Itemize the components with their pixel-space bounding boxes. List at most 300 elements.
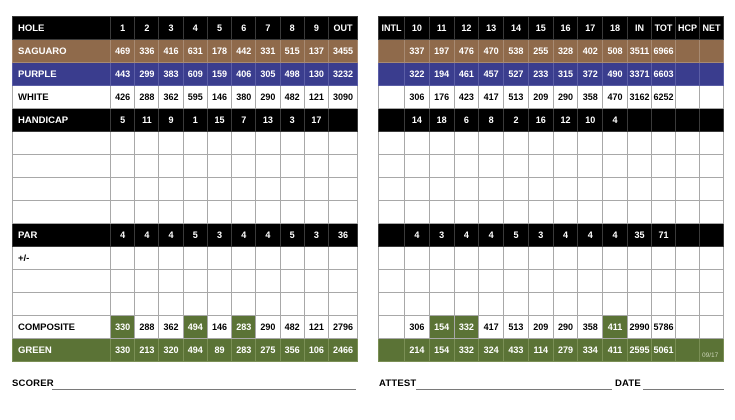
score-cell[interactable] (553, 178, 578, 201)
green-tee-row (13, 339, 358, 362)
yardage-cell: 279 (553, 339, 578, 362)
yardage-cell: 213 (135, 339, 159, 362)
score-cell[interactable] (553, 132, 578, 155)
score-cell[interactable] (553, 293, 578, 316)
yardage-cell: 12 (454, 17, 479, 40)
score-cell[interactable] (429, 132, 454, 155)
score-cell[interactable] (280, 155, 304, 178)
score-cell[interactable] (135, 155, 159, 178)
player-score-row (13, 155, 358, 178)
score-cell[interactable] (454, 293, 479, 316)
score-cell[interactable] (700, 247, 724, 270)
score-cell[interactable] (553, 270, 578, 293)
score-cell[interactable] (232, 270, 256, 293)
score-cell[interactable] (13, 178, 111, 201)
score-cell[interactable] (135, 293, 159, 316)
attest-line (416, 389, 612, 390)
yardage-cell: 6 (454, 109, 479, 132)
yardage-cell: 337 (405, 40, 430, 63)
score-cell[interactable] (429, 293, 454, 316)
yardage-cell: 6603 (652, 63, 676, 86)
yardage-cell: 10 (578, 109, 603, 132)
score-cell[interactable] (628, 201, 652, 224)
yardage-cell: 14 (504, 17, 529, 40)
yardage-cell (329, 109, 358, 132)
score-cell[interactable] (603, 132, 628, 155)
score-cell[interactable] (111, 247, 135, 270)
score-cell[interactable] (578, 201, 603, 224)
score-cell[interactable] (405, 178, 430, 201)
score-cell[interactable] (504, 247, 529, 270)
score-cell[interactable] (676, 247, 700, 270)
score-cell[interactable] (504, 270, 529, 293)
score-cell[interactable] (405, 132, 430, 155)
score-cell[interactable] (135, 201, 159, 224)
score-cell[interactable] (135, 270, 159, 293)
score-cell[interactable] (504, 132, 529, 155)
yardage-cell: 8 (280, 17, 304, 40)
score-cell[interactable] (504, 293, 529, 316)
yardage-cell: 508 (603, 40, 628, 63)
score-cell[interactable] (603, 155, 628, 178)
score-cell[interactable] (652, 155, 676, 178)
yardage-cell: 476 (454, 40, 479, 63)
row-label: SAGUARO (13, 40, 111, 63)
yardage-cell: 406 (232, 63, 256, 86)
par-row (379, 224, 724, 247)
yardage-cell: 380 (232, 86, 256, 109)
yardage-cell: 130 (304, 63, 328, 86)
player-score-row (379, 201, 724, 224)
score-cell[interactable] (603, 201, 628, 224)
yardage-cell: 498 (280, 63, 304, 86)
score-cell[interactable] (111, 293, 135, 316)
score-cell[interactable] (256, 270, 280, 293)
yardage-cell: 4 (479, 224, 504, 247)
score-cell[interactable] (256, 293, 280, 316)
row-label: PAR (13, 224, 111, 247)
yardage-cell: 442 (232, 40, 256, 63)
yardage-cell: 3162 (628, 86, 652, 109)
score-cell[interactable] (553, 247, 578, 270)
yardage-cell: 306 (405, 86, 430, 109)
score-cell[interactable] (13, 132, 111, 155)
yardage-cell: 13 (479, 17, 504, 40)
yardage-cell (676, 109, 700, 132)
score-cell[interactable] (13, 270, 111, 293)
score-cell[interactable] (280, 247, 304, 270)
score-cell[interactable] (676, 201, 700, 224)
score-cell[interactable] (207, 178, 231, 201)
score-cell[interactable] (232, 178, 256, 201)
score-cell[interactable] (207, 155, 231, 178)
yardage-cell: 631 (183, 40, 207, 63)
yardage-cell: 362 (159, 316, 183, 339)
yardage-cell (379, 224, 405, 247)
yardage-cell: 513 (504, 316, 529, 339)
score-cell[interactable] (232, 293, 256, 316)
yardage-cell: 5 (183, 224, 207, 247)
yardage-cell (676, 40, 700, 63)
score-cell[interactable] (454, 270, 479, 293)
yardage-cell (379, 316, 405, 339)
yardage-cell: 3455 (329, 40, 358, 63)
yardage-cell (379, 63, 405, 86)
score-cell[interactable] (528, 270, 553, 293)
player-score-row (13, 293, 358, 316)
score-cell[interactable] (652, 201, 676, 224)
white-tee-row (379, 86, 724, 109)
yardage-cell: 18 (603, 17, 628, 40)
yardage-cell: 417 (479, 86, 504, 109)
yardage-cell: 469 (111, 40, 135, 63)
score-cell[interactable] (578, 132, 603, 155)
yardage-cell: 214 (405, 339, 430, 362)
score-cell[interactable] (256, 132, 280, 155)
score-cell[interactable] (379, 270, 405, 293)
yardage-cell: 356 (280, 339, 304, 362)
yardage-cell: 137 (304, 40, 328, 63)
yardage-cell: 18 (429, 109, 454, 132)
score-cell[interactable] (159, 201, 183, 224)
yardage-cell: 2990 (628, 316, 652, 339)
score-cell[interactable] (504, 201, 529, 224)
yardage-cell: 4 (135, 224, 159, 247)
yardage-cell (700, 316, 724, 339)
score-cell[interactable] (479, 155, 504, 178)
score-cell[interactable] (700, 270, 724, 293)
score-cell[interactable] (578, 270, 603, 293)
score-cell[interactable] (628, 293, 652, 316)
score-cell[interactable] (405, 201, 430, 224)
score-cell[interactable] (429, 201, 454, 224)
purple-tee-row (13, 63, 358, 86)
yardage-cell: 423 (454, 86, 479, 109)
yardage-cell: 362 (159, 86, 183, 109)
score-cell[interactable] (429, 270, 454, 293)
score-cell[interactable] (652, 247, 676, 270)
score-cell[interactable] (603, 247, 628, 270)
score-cell[interactable] (329, 155, 358, 178)
score-cell[interactable] (479, 201, 504, 224)
score-cell[interactable] (329, 178, 358, 201)
score-cell[interactable] (280, 270, 304, 293)
score-cell[interactable] (454, 201, 479, 224)
score-cell[interactable] (159, 247, 183, 270)
score-cell[interactable] (553, 155, 578, 178)
yardage-cell (379, 339, 405, 362)
score-cell[interactable] (232, 201, 256, 224)
score-cell[interactable] (304, 293, 328, 316)
score-cell[interactable] (280, 178, 304, 201)
score-cell[interactable] (454, 247, 479, 270)
score-cell[interactable] (676, 132, 700, 155)
score-cell[interactable] (135, 132, 159, 155)
yardage-cell: 411 (603, 339, 628, 362)
score-cell[interactable] (280, 132, 304, 155)
score-cell[interactable] (183, 270, 207, 293)
yardage-cell: 358 (578, 86, 603, 109)
yardage-cell: 332 (454, 339, 479, 362)
yardage-cell: 3232 (329, 63, 358, 86)
score-cell[interactable] (304, 178, 328, 201)
yardage-cell: 275 (256, 339, 280, 362)
yardage-cell (379, 86, 405, 109)
score-cell[interactable] (528, 201, 553, 224)
yardage-cell: 372 (578, 63, 603, 86)
score-cell[interactable] (528, 178, 553, 201)
score-cell[interactable] (329, 247, 358, 270)
white-tee-row (13, 86, 358, 109)
yardage-cell (379, 109, 405, 132)
yardage-cell: 4 (159, 224, 183, 247)
yardage-cell: INTL (379, 17, 405, 40)
score-cell[interactable] (454, 178, 479, 201)
score-cell[interactable] (652, 270, 676, 293)
yardage-cell: 5 (280, 224, 304, 247)
score-cell[interactable] (159, 132, 183, 155)
score-cell[interactable] (379, 293, 405, 316)
score-cell[interactable] (528, 247, 553, 270)
score-cell[interactable] (700, 293, 724, 316)
yardage-cell: 4 (183, 17, 207, 40)
score-cell[interactable] (578, 178, 603, 201)
score-cell[interactable] (304, 270, 328, 293)
score-cell[interactable] (111, 201, 135, 224)
score-cell[interactable] (304, 155, 328, 178)
score-cell[interactable] (603, 270, 628, 293)
yardage-cell: 283 (232, 316, 256, 339)
score-cell[interactable] (183, 247, 207, 270)
score-cell[interactable] (700, 201, 724, 224)
yardage-cell: 8 (479, 109, 504, 132)
score-cell[interactable] (13, 155, 111, 178)
player-score-row (13, 178, 358, 201)
yardage-cell: 12 (553, 109, 578, 132)
yardage-cell: 5061 (652, 339, 676, 362)
yardage-cell: 3511 (628, 40, 652, 63)
score-cell[interactable] (183, 293, 207, 316)
yardage-cell: 290 (553, 86, 578, 109)
score-cell[interactable] (207, 132, 231, 155)
yardage-cell: 513 (504, 86, 529, 109)
score-cell[interactable] (135, 178, 159, 201)
yardage-cell: 16 (528, 109, 553, 132)
score-cell[interactable] (628, 270, 652, 293)
row-label: WHITE (13, 86, 111, 109)
score-cell[interactable] (379, 155, 405, 178)
row-label: HOLE (13, 17, 111, 40)
score-cell[interactable] (504, 155, 529, 178)
score-cell[interactable] (256, 155, 280, 178)
score-cell[interactable] (329, 201, 358, 224)
yardage-cell: 5 (111, 109, 135, 132)
score-cell[interactable] (628, 178, 652, 201)
yardage-cell (700, 40, 724, 63)
score-cell[interactable] (159, 155, 183, 178)
score-cell[interactable] (578, 247, 603, 270)
score-cell[interactable] (13, 201, 111, 224)
saguaro-tee-row (13, 40, 358, 63)
score-cell[interactable] (454, 132, 479, 155)
score-cell[interactable] (304, 247, 328, 270)
score-cell[interactable] (603, 293, 628, 316)
yardage-cell: 11 (429, 17, 454, 40)
score-cell[interactable] (429, 178, 454, 201)
yardage-cell: 154 (429, 316, 454, 339)
score-cell[interactable] (652, 178, 676, 201)
score-cell[interactable] (628, 132, 652, 155)
score-cell[interactable] (676, 270, 700, 293)
score-cell[interactable] (232, 155, 256, 178)
score-cell[interactable] (304, 132, 328, 155)
score-cell[interactable] (429, 155, 454, 178)
yardage-cell (676, 224, 700, 247)
score-cell[interactable] (232, 247, 256, 270)
yardage-cell (700, 109, 724, 132)
score-cell[interactable] (479, 293, 504, 316)
version-code: 09/17 (702, 352, 719, 359)
score-cell[interactable] (676, 178, 700, 201)
yardage-cell: 106 (304, 339, 328, 362)
score-cell[interactable] (183, 132, 207, 155)
yardage-cell: 4 (578, 224, 603, 247)
yardage-cell: 194 (429, 63, 454, 86)
score-cell[interactable] (207, 247, 231, 270)
player-score-row (379, 270, 724, 293)
yardage-cell: 3 (429, 224, 454, 247)
score-cell[interactable] (329, 270, 358, 293)
score-cell[interactable] (329, 293, 358, 316)
score-cell[interactable] (628, 247, 652, 270)
score-cell[interactable] (304, 201, 328, 224)
score-cell[interactable] (159, 293, 183, 316)
back-nine-scorecard (378, 16, 724, 362)
saguaro-tee-row (379, 40, 724, 63)
score-cell[interactable] (553, 201, 578, 224)
score-cell[interactable] (111, 270, 135, 293)
score-cell[interactable] (578, 293, 603, 316)
score-cell[interactable] (676, 293, 700, 316)
score-cell[interactable] (652, 132, 676, 155)
yardage-cell: 2 (504, 109, 529, 132)
yardage-cell (676, 86, 700, 109)
player-score-row (379, 132, 724, 155)
green-tee-row (379, 339, 724, 362)
score-cell[interactable] (700, 178, 724, 201)
score-cell[interactable] (159, 178, 183, 201)
score-cell[interactable] (280, 201, 304, 224)
yardage-cell: 5786 (652, 316, 676, 339)
yardage-cell: 332 (454, 316, 479, 339)
yardage-cell: 324 (479, 339, 504, 362)
yardage-cell: 7 (232, 109, 256, 132)
score-cell[interactable] (207, 201, 231, 224)
score-cell[interactable] (700, 132, 724, 155)
score-cell[interactable] (528, 132, 553, 155)
score-cell[interactable] (479, 178, 504, 201)
score-cell[interactable] (183, 201, 207, 224)
yardage-cell: 383 (159, 63, 183, 86)
scorer-line (52, 389, 356, 390)
score-cell[interactable] (405, 155, 430, 178)
score-cell[interactable] (379, 247, 405, 270)
score-cell[interactable] (479, 247, 504, 270)
player-score-row (13, 201, 358, 224)
score-cell[interactable] (280, 293, 304, 316)
score-cell[interactable] (135, 247, 159, 270)
score-cell[interactable] (111, 132, 135, 155)
score-cell[interactable] (329, 132, 358, 155)
score-cell[interactable] (504, 178, 529, 201)
score-cell[interactable] (379, 132, 405, 155)
score-cell[interactable] (183, 155, 207, 178)
score-cell[interactable] (13, 293, 111, 316)
score-cell[interactable] (207, 270, 231, 293)
yardage-cell: TOT (652, 17, 676, 40)
score-cell[interactable] (603, 178, 628, 201)
yardage-cell: 11 (135, 109, 159, 132)
yardage-cell: 595 (183, 86, 207, 109)
header-row (13, 17, 358, 40)
score-cell[interactable] (183, 178, 207, 201)
score-cell[interactable] (405, 270, 430, 293)
score-cell[interactable] (700, 155, 724, 178)
yardage-cell: 2796 (329, 316, 358, 339)
yardage-cell: 17 (578, 17, 603, 40)
yardage-cell: 16 (553, 17, 578, 40)
score-cell[interactable] (652, 293, 676, 316)
plus-minus-row (379, 247, 724, 270)
attest-label: ATTEST (379, 378, 417, 389)
score-cell[interactable] (479, 132, 504, 155)
score-cell[interactable] (256, 247, 280, 270)
score-cell[interactable] (111, 155, 135, 178)
yardage-cell: 306 (405, 316, 430, 339)
score-cell[interactable] (379, 201, 405, 224)
score-cell[interactable] (454, 155, 479, 178)
yardage-cell: 3 (207, 224, 231, 247)
row-label: COMPOSITE (13, 316, 111, 339)
score-cell[interactable] (528, 155, 553, 178)
yardage-cell: 4 (603, 224, 628, 247)
score-cell[interactable] (256, 201, 280, 224)
score-cell[interactable] (379, 178, 405, 201)
yardage-cell: 490 (603, 63, 628, 86)
yardage-cell: 443 (111, 63, 135, 86)
score-cell[interactable] (578, 155, 603, 178)
score-cell[interactable] (479, 270, 504, 293)
score-cell[interactable] (111, 178, 135, 201)
score-cell[interactable] (676, 155, 700, 178)
yardage-cell: 358 (578, 316, 603, 339)
score-cell[interactable] (159, 270, 183, 293)
score-cell[interactable] (232, 132, 256, 155)
yardage-cell: 71 (652, 224, 676, 247)
score-cell[interactable] (256, 178, 280, 201)
score-cell[interactable] (528, 293, 553, 316)
score-cell[interactable] (207, 293, 231, 316)
score-cell[interactable] (405, 293, 430, 316)
yardage-cell: 4 (405, 224, 430, 247)
yardage-cell: 255 (528, 40, 553, 63)
yardage-cell: 494 (183, 339, 207, 362)
score-cell[interactable] (429, 247, 454, 270)
score-cell[interactable] (405, 247, 430, 270)
handicap-row (379, 109, 724, 132)
yardage-cell (379, 40, 405, 63)
score-cell[interactable] (628, 155, 652, 178)
